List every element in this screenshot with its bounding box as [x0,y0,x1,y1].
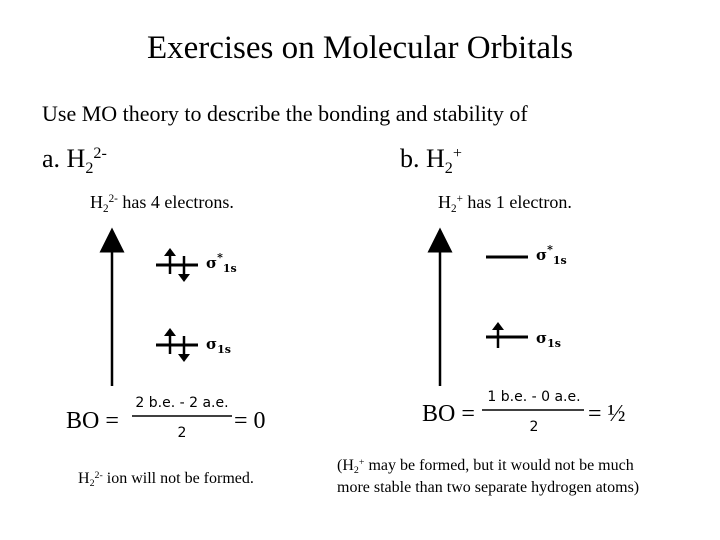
conclusion-b-sup: + [358,456,365,468]
note-b-sup: + [456,192,463,205]
denominator-a: 2 [177,425,187,441]
sigma-a-upper: σ [206,254,218,272]
sub-a-lower: 1s [217,343,231,356]
note-a-prefix: H [90,192,103,212]
sub-b-upper: 1s [552,254,567,267]
orbital-b-upper-label [536,243,567,267]
conclusion-b-text1: may be formed, but it would not be much [364,457,634,474]
bond-order-label-b: BO = [422,401,475,427]
part-a-subscript: 2 [85,159,94,177]
star-b-upper: * [547,243,553,256]
conclusion-b-open: (H [337,457,354,474]
note-b-prefix: H [438,192,451,212]
orbital-a-bonding [156,328,198,362]
conclusion-b-line2: more stable than two separate hydrogen atoms) [337,479,640,496]
part-a-label: a. H [42,144,86,173]
note-b-text: has 1 electron. [462,192,572,212]
sigma-a-lower: σ [206,335,218,353]
conclusion-b-sub: 2 [353,465,359,477]
numerator-a: 2 b.e. - 2 a.e. [135,395,229,411]
conclusion-a-prefix: H [78,470,90,487]
orbital-a-upper-label [206,251,237,275]
conclusion-a [78,470,254,488]
orbital-b-lower-label [536,329,561,350]
sub-a-upper: 1s [222,262,237,275]
part-a-superscript: 2- [93,145,107,163]
conclusion-b-line1 [337,457,634,475]
bond-order-result-b: = ½ [588,401,626,427]
intro-text: Use MO theory to describe the bonding and stability of [42,101,528,126]
bond-order-result-a: = 0 [234,408,266,434]
conclusion-a-text: ion will not be formed. [102,470,254,487]
part-b-superscript: + [452,145,462,163]
note-a-sup: 2- [108,192,118,205]
note-a-sub: 2 [103,202,109,215]
note-a-text: has 4 electrons. [117,192,234,212]
sub-b-lower: 1s [547,337,561,350]
orbital-a-lower-label [206,335,231,356]
sigma-b-lower: σ [536,329,548,347]
bond-order-label-a: BO = [66,408,119,434]
part-b-label: b. H [400,144,445,173]
sigma-b-upper: σ [536,246,548,264]
page-title: Exercises on Molecular Orbitals [146,30,574,66]
orbital-b-bonding [486,322,528,348]
denominator-b: 2 [529,419,539,435]
numerator-b: 1 b.e. - 0 a.e. [487,389,581,405]
star-a-upper: * [217,251,223,264]
part-b-subscript: 2 [444,159,453,177]
orbital-a-antibonding [156,248,198,282]
conclusion-a-sub: 2 [89,478,95,490]
conclusion-a-sup: 2- [94,469,103,481]
note-b-sub: 2 [451,202,457,215]
